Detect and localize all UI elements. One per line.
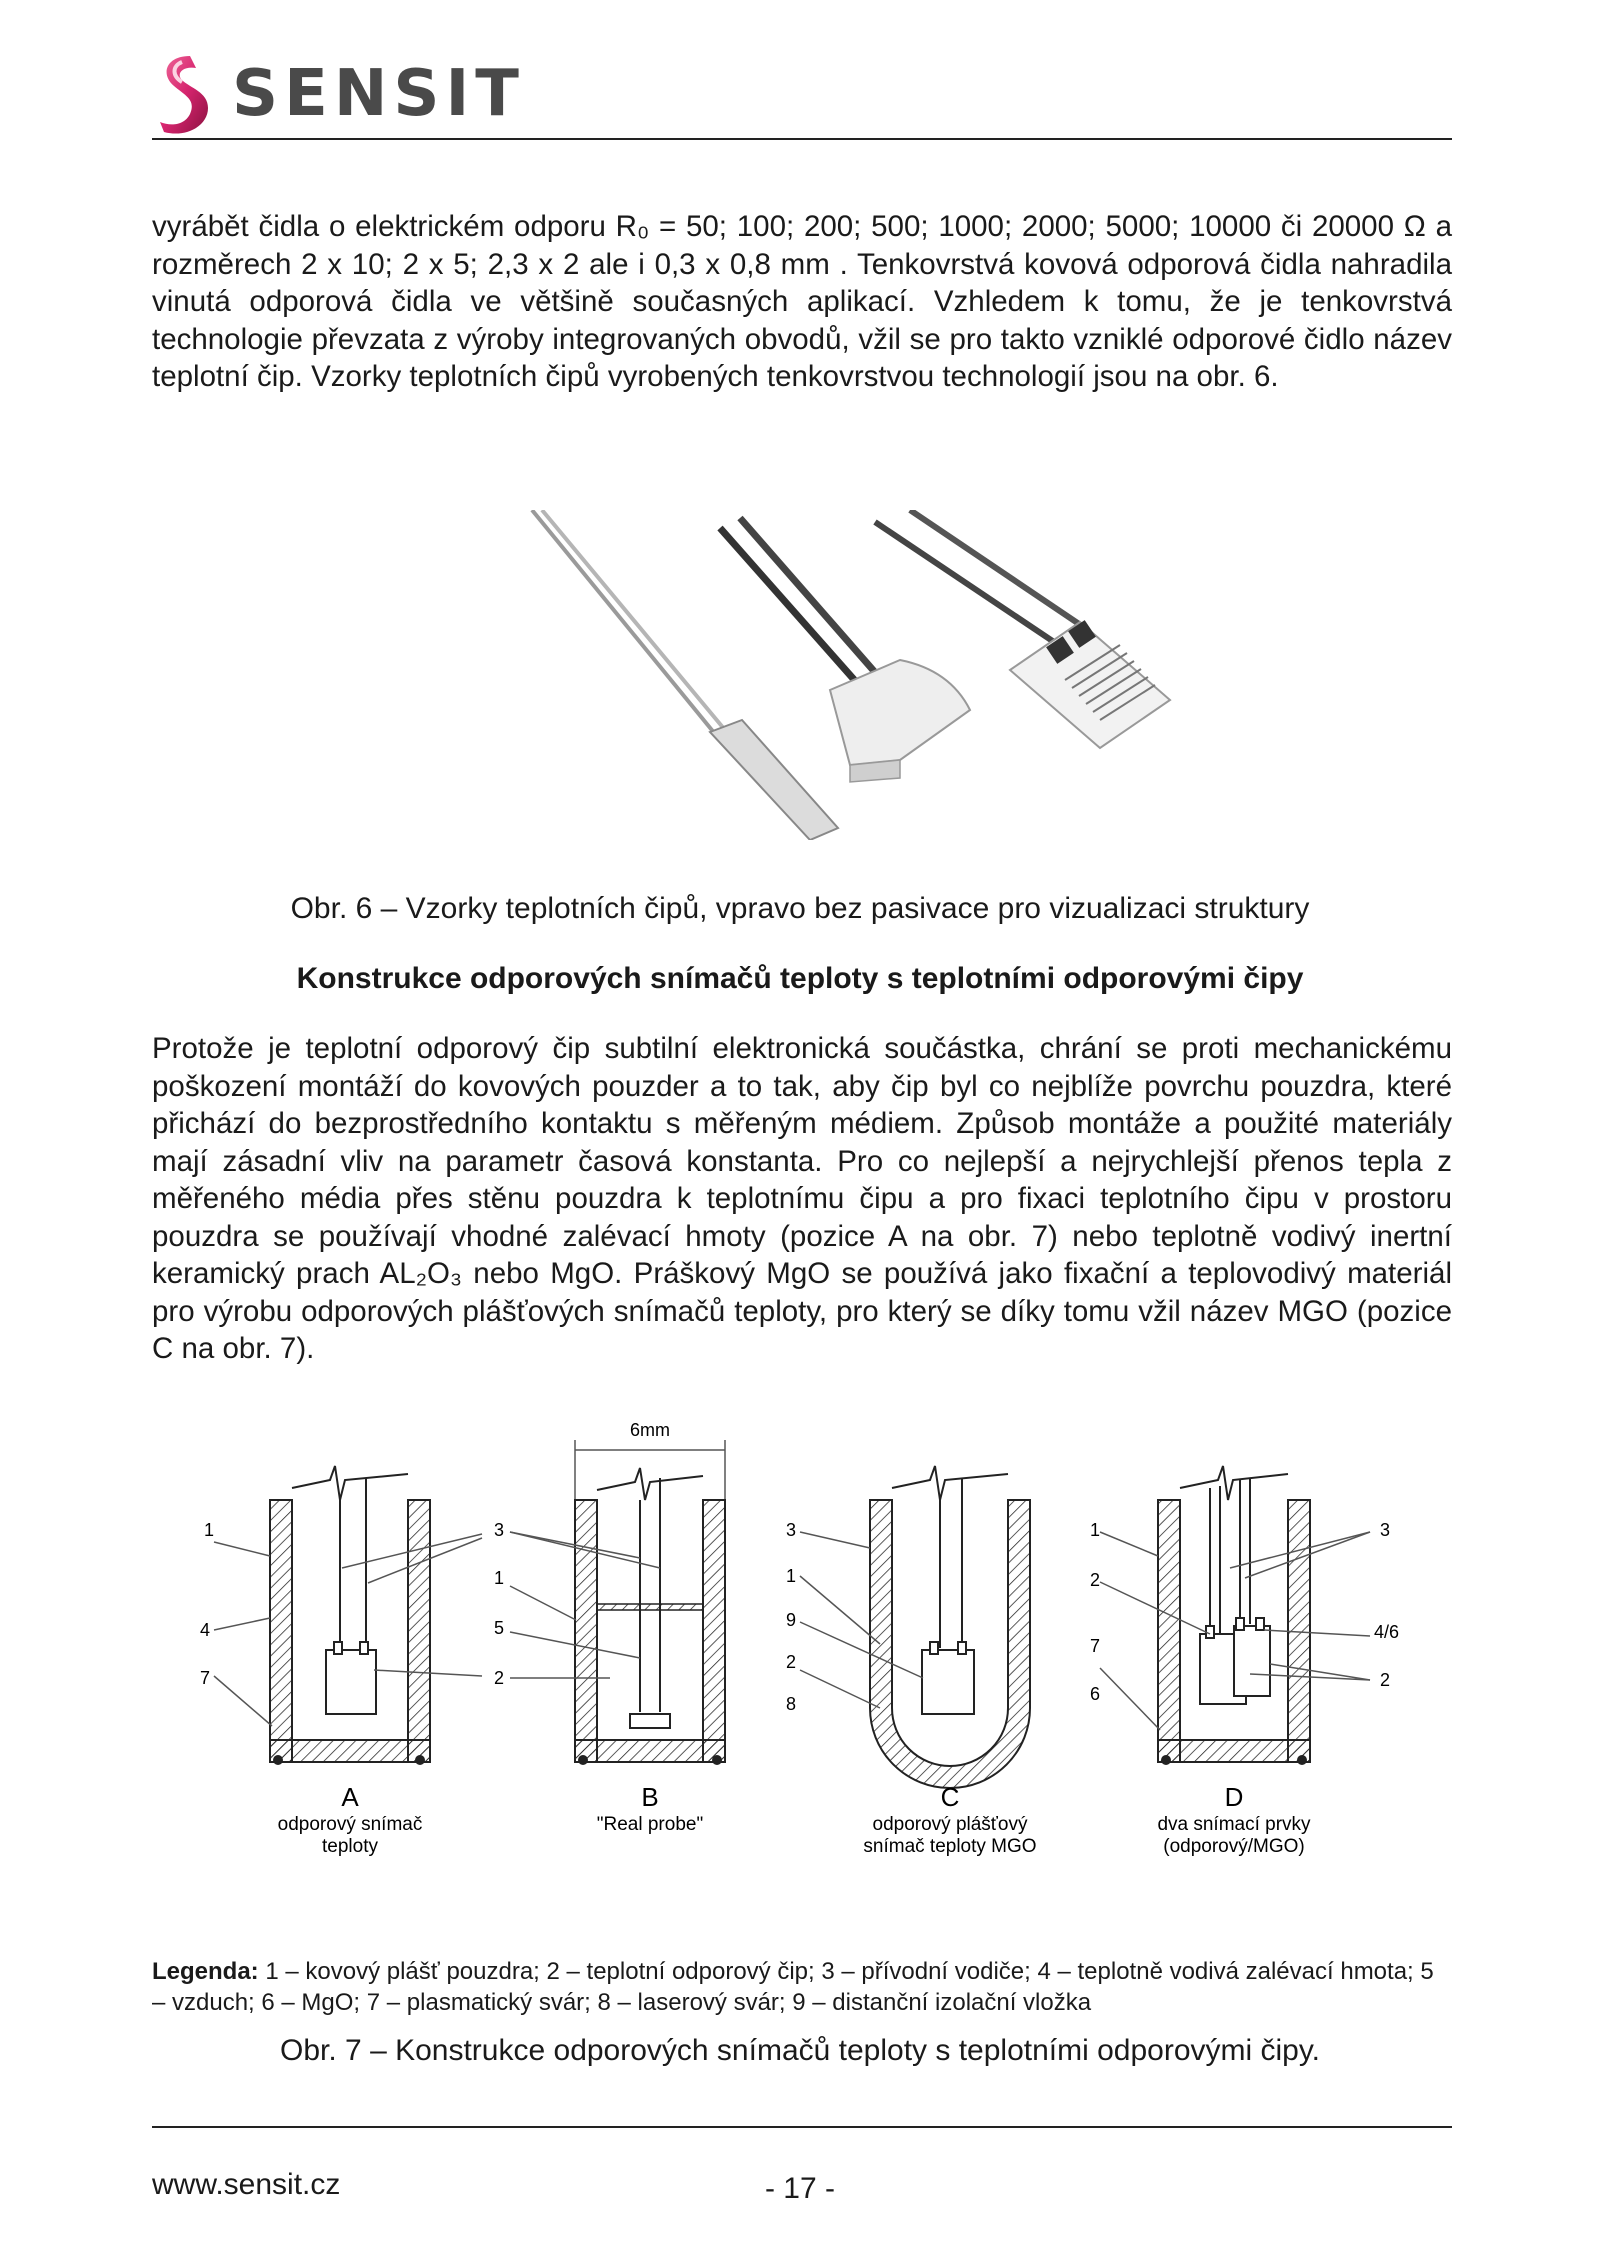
- panel-a-desc2: teploty: [322, 1836, 378, 1857]
- panel-a-desc1: odporový snímač: [277, 1814, 423, 1835]
- label-d-2: 2: [1090, 1570, 1101, 1590]
- label-d-7: 7: [1090, 1636, 1101, 1656]
- label-d-3: 3: [1380, 1520, 1391, 1540]
- panel-d: [1090, 1466, 1399, 1857]
- label-a-7: 7: [200, 1668, 211, 1688]
- footer-rule: [152, 2126, 1452, 2128]
- panel-c-desc2: snímač teploty MGO: [863, 1836, 1037, 1857]
- legend-title: Legenda:: [152, 1958, 259, 1985]
- label-a-4: 4: [200, 1620, 211, 1640]
- label-c-9: 9: [786, 1610, 797, 1630]
- label-d-6: 6: [1090, 1684, 1101, 1704]
- intro-paragraph: [152, 208, 1452, 396]
- label-c-8: 8: [786, 1694, 797, 1714]
- section-heading: Konstrukce odporových snímačů teploty s teplotními odporovými čipy: [296, 962, 1304, 995]
- panel-a-letter: A: [341, 1782, 359, 1812]
- temperature-chips-illustration: [520, 510, 1180, 840]
- figure7-caption: Obr. 7 – Konstrukce odporových snímačů teploty s teplotními odporovými čipy.: [280, 2034, 1320, 2067]
- sensit-logo-icon: [152, 52, 222, 136]
- label-a-2: 2: [494, 1668, 505, 1688]
- label-c-3: 3: [786, 1520, 797, 1540]
- footer-url[interactable]: www.sensit.cz: [152, 2168, 341, 2201]
- body-paragraph: [152, 1030, 1452, 1368]
- figure7-legend: [152, 1956, 1452, 2018]
- label-d-1: 1: [1090, 1520, 1101, 1540]
- legend-text: 1 – kovový plášť pouzdra; 2 – teplotní odporový čip; 3 – přívodní vodiče; 4 – teplotně vodivá zalévací hmota; 5 – vzduch; 6 – MgO; 7 – plasmatický svár; 8 – laserový svár; 9 – distanční izolační vložka: [152, 1958, 1434, 2016]
- label-a-5: 5: [494, 1618, 505, 1638]
- figure7-diagram: [190, 1408, 1410, 1863]
- label-d-46: 4/6: [1374, 1622, 1400, 1642]
- page-number: - 17 -: [764, 2172, 836, 2205]
- panel-c-letter: C: [940, 1782, 960, 1812]
- panel-d-desc2: (odporový/MGO): [1163, 1836, 1305, 1857]
- label-c-1: 1: [786, 1566, 797, 1586]
- dimension-label: 6mm: [630, 1420, 670, 1440]
- panel-b-letter: B: [641, 1782, 659, 1812]
- panel-d-letter: D: [1224, 1782, 1244, 1812]
- body-text: Protože je teplotní odporový čip subtilní elektronická součástka, chrání se proti mechanickému poškození montáží do kovových pouzder a to tak, aby čip byl co nejblíže povrchu pouzdra, které přichází do bezprostředního kontaktu s měřeným médiem. Způsob montáže a použité materiály mají zásadní vliv na parametr časová konstanta. Pro co nejlepší a nejrychlejší přenos tepla z měřeného média přes stěnu pouzdra k teplotnímu čipu a pro fixaci teplotního čipu v prostoru pouzdra se používají vhodné zalévací hmoty (pozice A na obr. 7) nebo teplotně vodivý inertní keramický prach AL₂O₃ nebo MgO. Práškový MgO se používá jako fixační a teplovodivý materiál pro výrobu odporových plášťových snímačů teploty, pro který se díky tomu vžil název MGO (pozice C na obr. 7).: [152, 1032, 1452, 1365]
- figure6-image: [520, 510, 1180, 840]
- logo-text: SENSIT: [232, 57, 525, 131]
- label-d-2b: 2: [1380, 1670, 1391, 1690]
- label-c-2: 2: [786, 1652, 797, 1672]
- panel-c: [786, 1466, 1037, 1857]
- panel-b-desc1: "Real probe": [596, 1814, 704, 1835]
- panel-a: [200, 1466, 504, 1857]
- label-a-1b: 1: [494, 1568, 505, 1588]
- figure6-caption: Obr. 6 – Vzorky teplotních čipů, vpravo bez pasivace pro vizualizaci struktury: [290, 892, 1310, 925]
- label-a-1: 1: [204, 1520, 215, 1540]
- chip-thin-probe: [532, 510, 838, 840]
- label-a-3: 3: [494, 1520, 505, 1540]
- header-rule: [152, 138, 1452, 140]
- panel-b: [510, 1420, 725, 1835]
- panel-d-desc1: dva snímací prvky: [1157, 1814, 1311, 1835]
- panel-c-desc1: odporový plášťový: [872, 1814, 1028, 1835]
- sensit-logo: [152, 52, 525, 136]
- intro-text: vyrábět čidla o elektrickém odporu R₀ = 50; 100; 200; 500; 1000; 2000; 5000; 10000 či 20000 Ω a rozměrech 2 x 10; 2 x 5; 2,3 x 2 ale i 0,3 x 0,8 mm . Tenkovrstvá kovová odporová čidla nahradila vinutá odporová čidla ve většině současných aplikací. Vzhledem k tomu, že je tenkovrstvá technologie převzata z výroby integrovaných obvodů, vžil se pro takto vzniklé odporové čidlo název teplotní čip. Vzorky teplotních čipů vyrobených tenkovrstvou technologií jsou na obr. 6.: [152, 210, 1452, 393]
